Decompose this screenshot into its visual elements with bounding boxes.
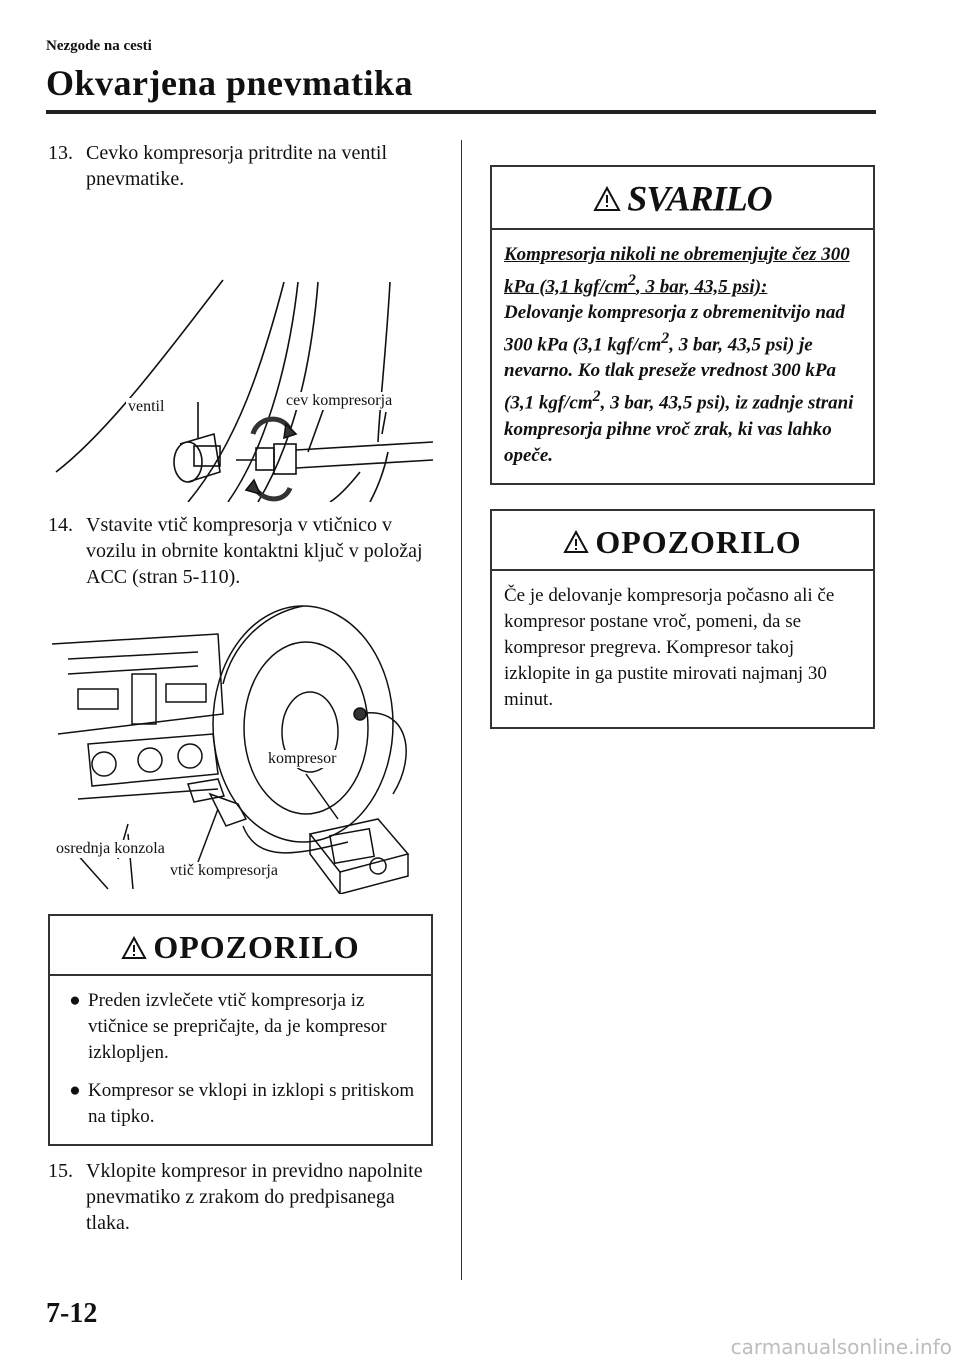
label-compressor: kompresor <box>268 750 337 767</box>
left-column <box>48 140 433 1236</box>
bullet-dot-icon: ● <box>69 990 81 1012</box>
danger-text <box>504 300 861 469</box>
step-14 <box>48 512 433 590</box>
section-title: Nezgode na cesti <box>46 38 152 54</box>
warning-triangle-icon <box>563 530 589 554</box>
page-number: 7-12 <box>46 1298 98 1329</box>
superscript: 2 <box>628 271 636 289</box>
figure-valve-hose <box>48 202 433 502</box>
warning-header <box>50 916 431 974</box>
danger-text-part: , 3 bar, 43,5 psi) je nevarno. Ko tlak preseže vrednost 300 kPa (3,1 kgf/cm <box>504 334 836 414</box>
superscript: 2 <box>592 388 601 406</box>
bullet-text: Kompresor se vklopi in izklopi s pritiskom na tipko. <box>88 1080 415 1128</box>
warning-box-right <box>490 509 875 729</box>
bullet-text: Preden izvlečete vtič kompresorja iz vtičnice se prepričajte, da je kompresor izklopljen. <box>88 990 387 1064</box>
step-13 <box>48 140 433 192</box>
warning-triangle-icon <box>121 936 147 960</box>
step-text: Vklopite kompresor in previdno napolnite pnevmatiko z zrakom do predpisanega tlaka. <box>86 1160 423 1235</box>
step-number: 15. <box>48 1160 73 1183</box>
warning-bullet <box>62 1078 419 1130</box>
danger-text-part: , 3 bar, 43,5 psi), iz zadnje strani kompresorja pihne vroč zrak, ki vas lahko opeče. <box>504 392 854 466</box>
danger-heading <box>504 242 861 300</box>
danger-body <box>492 228 873 483</box>
step-15 <box>48 1158 433 1236</box>
step-number: 14. <box>48 514 73 536</box>
watermark: carmanualsonline.info <box>730 1335 952 1359</box>
warning-header <box>492 511 873 569</box>
figure-compressor-console <box>48 604 433 894</box>
warning-triangle-icon <box>593 186 621 212</box>
superscript: 2 <box>661 329 670 347</box>
label-ventil: ventil <box>128 398 165 415</box>
label-center-console: osrednja konzola <box>56 840 165 857</box>
label-compressor-hose: cev kompresorja <box>286 392 393 409</box>
bullet-dot-icon: ● <box>69 1080 81 1102</box>
warning-body <box>50 974 431 1144</box>
valve-hose-illustration <box>48 202 433 502</box>
warning-box-left <box>48 914 433 1146</box>
label-compressor-plug: vtič kompresorja <box>170 862 278 879</box>
step-text: Vstavite vtič kompresorja v vtičnico v vozilu in obrnite kontaktni ključ v položaj ACC (stran 5-110). <box>86 514 423 588</box>
step-text: Cevko kompresorja pritrdite na ventil pnevmatike. <box>86 142 388 190</box>
danger-heading-text: Kompresorja nikoli ne obremenjujte čez 300 kPa (3,1 kgf/cm <box>504 243 850 297</box>
step-number: 13. <box>48 142 73 164</box>
danger-heading-text: , 3 bar, 43,5 psi): <box>635 275 768 297</box>
danger-title: SVARILO <box>627 178 772 219</box>
danger-header <box>492 167 873 228</box>
column-divider <box>461 140 462 1280</box>
page-title: Okvarjena pnevmatika <box>46 63 414 103</box>
danger-box <box>490 165 875 485</box>
warning-title: OPOZORILO <box>595 523 802 560</box>
danger-text-part: Delovanje kompresorja z obremenitvijo nad 300 kPa (3,1 kgf/cm <box>504 301 845 356</box>
warning-bullet <box>62 988 419 1066</box>
header-rule <box>46 110 876 114</box>
warning-body: Če je delovanje kompresorja počasno ali če kompresor postane vroč, pomeni, da se kompresor pregreva. Kompresor takoj izklopite in ga pustite mirovati najmanj 30 minut. <box>492 569 873 727</box>
warning-title: OPOZORILO <box>153 929 360 966</box>
right-column <box>490 165 875 729</box>
